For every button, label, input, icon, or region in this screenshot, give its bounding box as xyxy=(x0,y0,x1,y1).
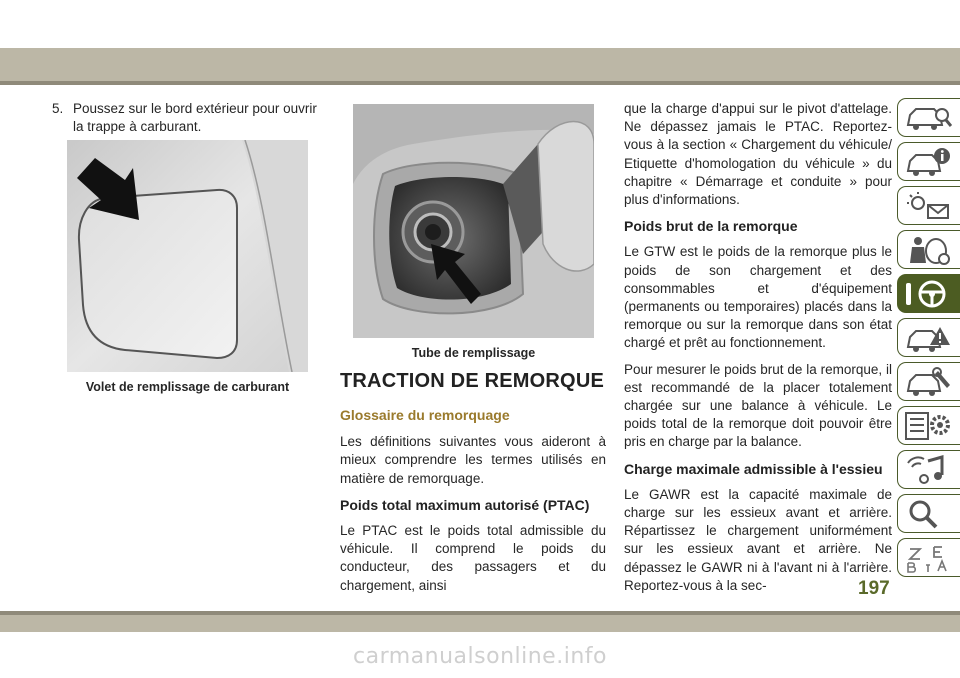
specs-gear-icon xyxy=(904,411,952,441)
gtw-heading: Poids brut de la remorque xyxy=(624,218,798,235)
tab-emergency[interactable] xyxy=(897,318,960,357)
tab-warning-lights[interactable] xyxy=(897,186,960,225)
car-info-icon xyxy=(904,147,952,177)
gawr-text: Le GAWR est la capacité maximale de charge sur les essieux avant et arrière. Répartissez le chargement uniformément sur les essieux avant et arrière. Ne dépassez le GAWR ni à l'avant ni à l'arrière. Reportez-vous à la sec- xyxy=(624,486,892,593)
fuel-door-illustration xyxy=(67,140,308,372)
header-band xyxy=(0,48,960,81)
gawr-heading: Charge maximale admissible à l'essieu xyxy=(624,460,883,477)
airbag-passenger-icon xyxy=(904,235,952,265)
continued-text: que la charge d'appui sur le pivot d'attelage. Ne dépassez jamais le PTAC. Reportez-vous à la section « Chargement du véhicule/ Etiquette d'homologation du véhicule » du chapitre « Démarrage et conduite » pour plus d'informations. xyxy=(624,101,892,208)
glossary-heading: Glossaire du remorquage xyxy=(340,407,510,423)
filler-tube-photo xyxy=(353,104,594,338)
alphabet-index-icon xyxy=(904,543,952,573)
footer-band xyxy=(0,615,960,632)
watermark: carmanualsonline.info xyxy=(353,644,607,669)
hazard-car-icon xyxy=(904,323,952,353)
magnifier-icon xyxy=(904,499,952,529)
glossary-intro: Les définitions suivantes vous aideront à mieux comprendre les termes utilisés en matière de remorquage. xyxy=(340,434,606,486)
tab-servicing[interactable] xyxy=(897,362,960,401)
step-5 xyxy=(52,100,324,137)
steering-wheel-icon xyxy=(904,279,952,309)
step-number: 5. xyxy=(52,101,64,116)
tab-safety[interactable] xyxy=(897,230,960,269)
page-top-margin xyxy=(0,0,960,48)
fuel-door-photo xyxy=(67,140,308,372)
tab-multimedia[interactable] xyxy=(897,450,960,489)
filler-tube-caption: Tube de remplissage xyxy=(411,346,536,360)
tab-car-info[interactable] xyxy=(897,142,960,181)
gtw-text-2: Pour mesurer le poids brut de la remorque, il est recommandé de la placer totalement chargée sur une balance à véhicule. Le poids total de la remorque doit pouvoir être pris en charge par la balance. xyxy=(624,361,892,450)
fuel-door-caption: Volet de remplissage de carburant xyxy=(85,380,290,394)
tab-starting-driving[interactable] xyxy=(897,274,960,313)
multimedia-note-icon xyxy=(904,455,952,485)
car-wrench-icon xyxy=(904,367,952,397)
step-text: Poussez sur le bord extérieur pour ouvrir la trappe à carburant. xyxy=(73,101,317,135)
ptac-text: Le PTAC est le poids total admissible du véhicule. Il comprend le poids du conducteur, des passagers et du chargement, ainsi xyxy=(340,523,606,593)
filler-tube-illustration xyxy=(353,104,594,338)
tab-car-search[interactable] xyxy=(897,98,960,137)
page-number: 197 xyxy=(858,578,890,599)
right-text-column xyxy=(624,100,892,603)
gtw-text-1: Le GTW est le poids de la remorque plus le poids de son chargement et des consommables et d'équipement (permanents ou temporaires) placés dans la remorque ou sur la remorque dans son état chargé et prêt au fonctionnement. xyxy=(624,244,892,351)
header-rule xyxy=(0,81,960,85)
tab-specifications[interactable] xyxy=(897,406,960,445)
ptac-heading: Poids total maximum autorisé (PTAC) xyxy=(340,496,590,513)
tab-index-search[interactable] xyxy=(897,494,960,533)
section-title: TRACTION DE REMORQUE xyxy=(340,370,604,392)
warning-light-message-icon xyxy=(904,191,952,221)
car-search-icon xyxy=(904,103,952,133)
tab-alphabetical-index[interactable] xyxy=(897,538,960,577)
middle-text-column xyxy=(340,406,606,603)
